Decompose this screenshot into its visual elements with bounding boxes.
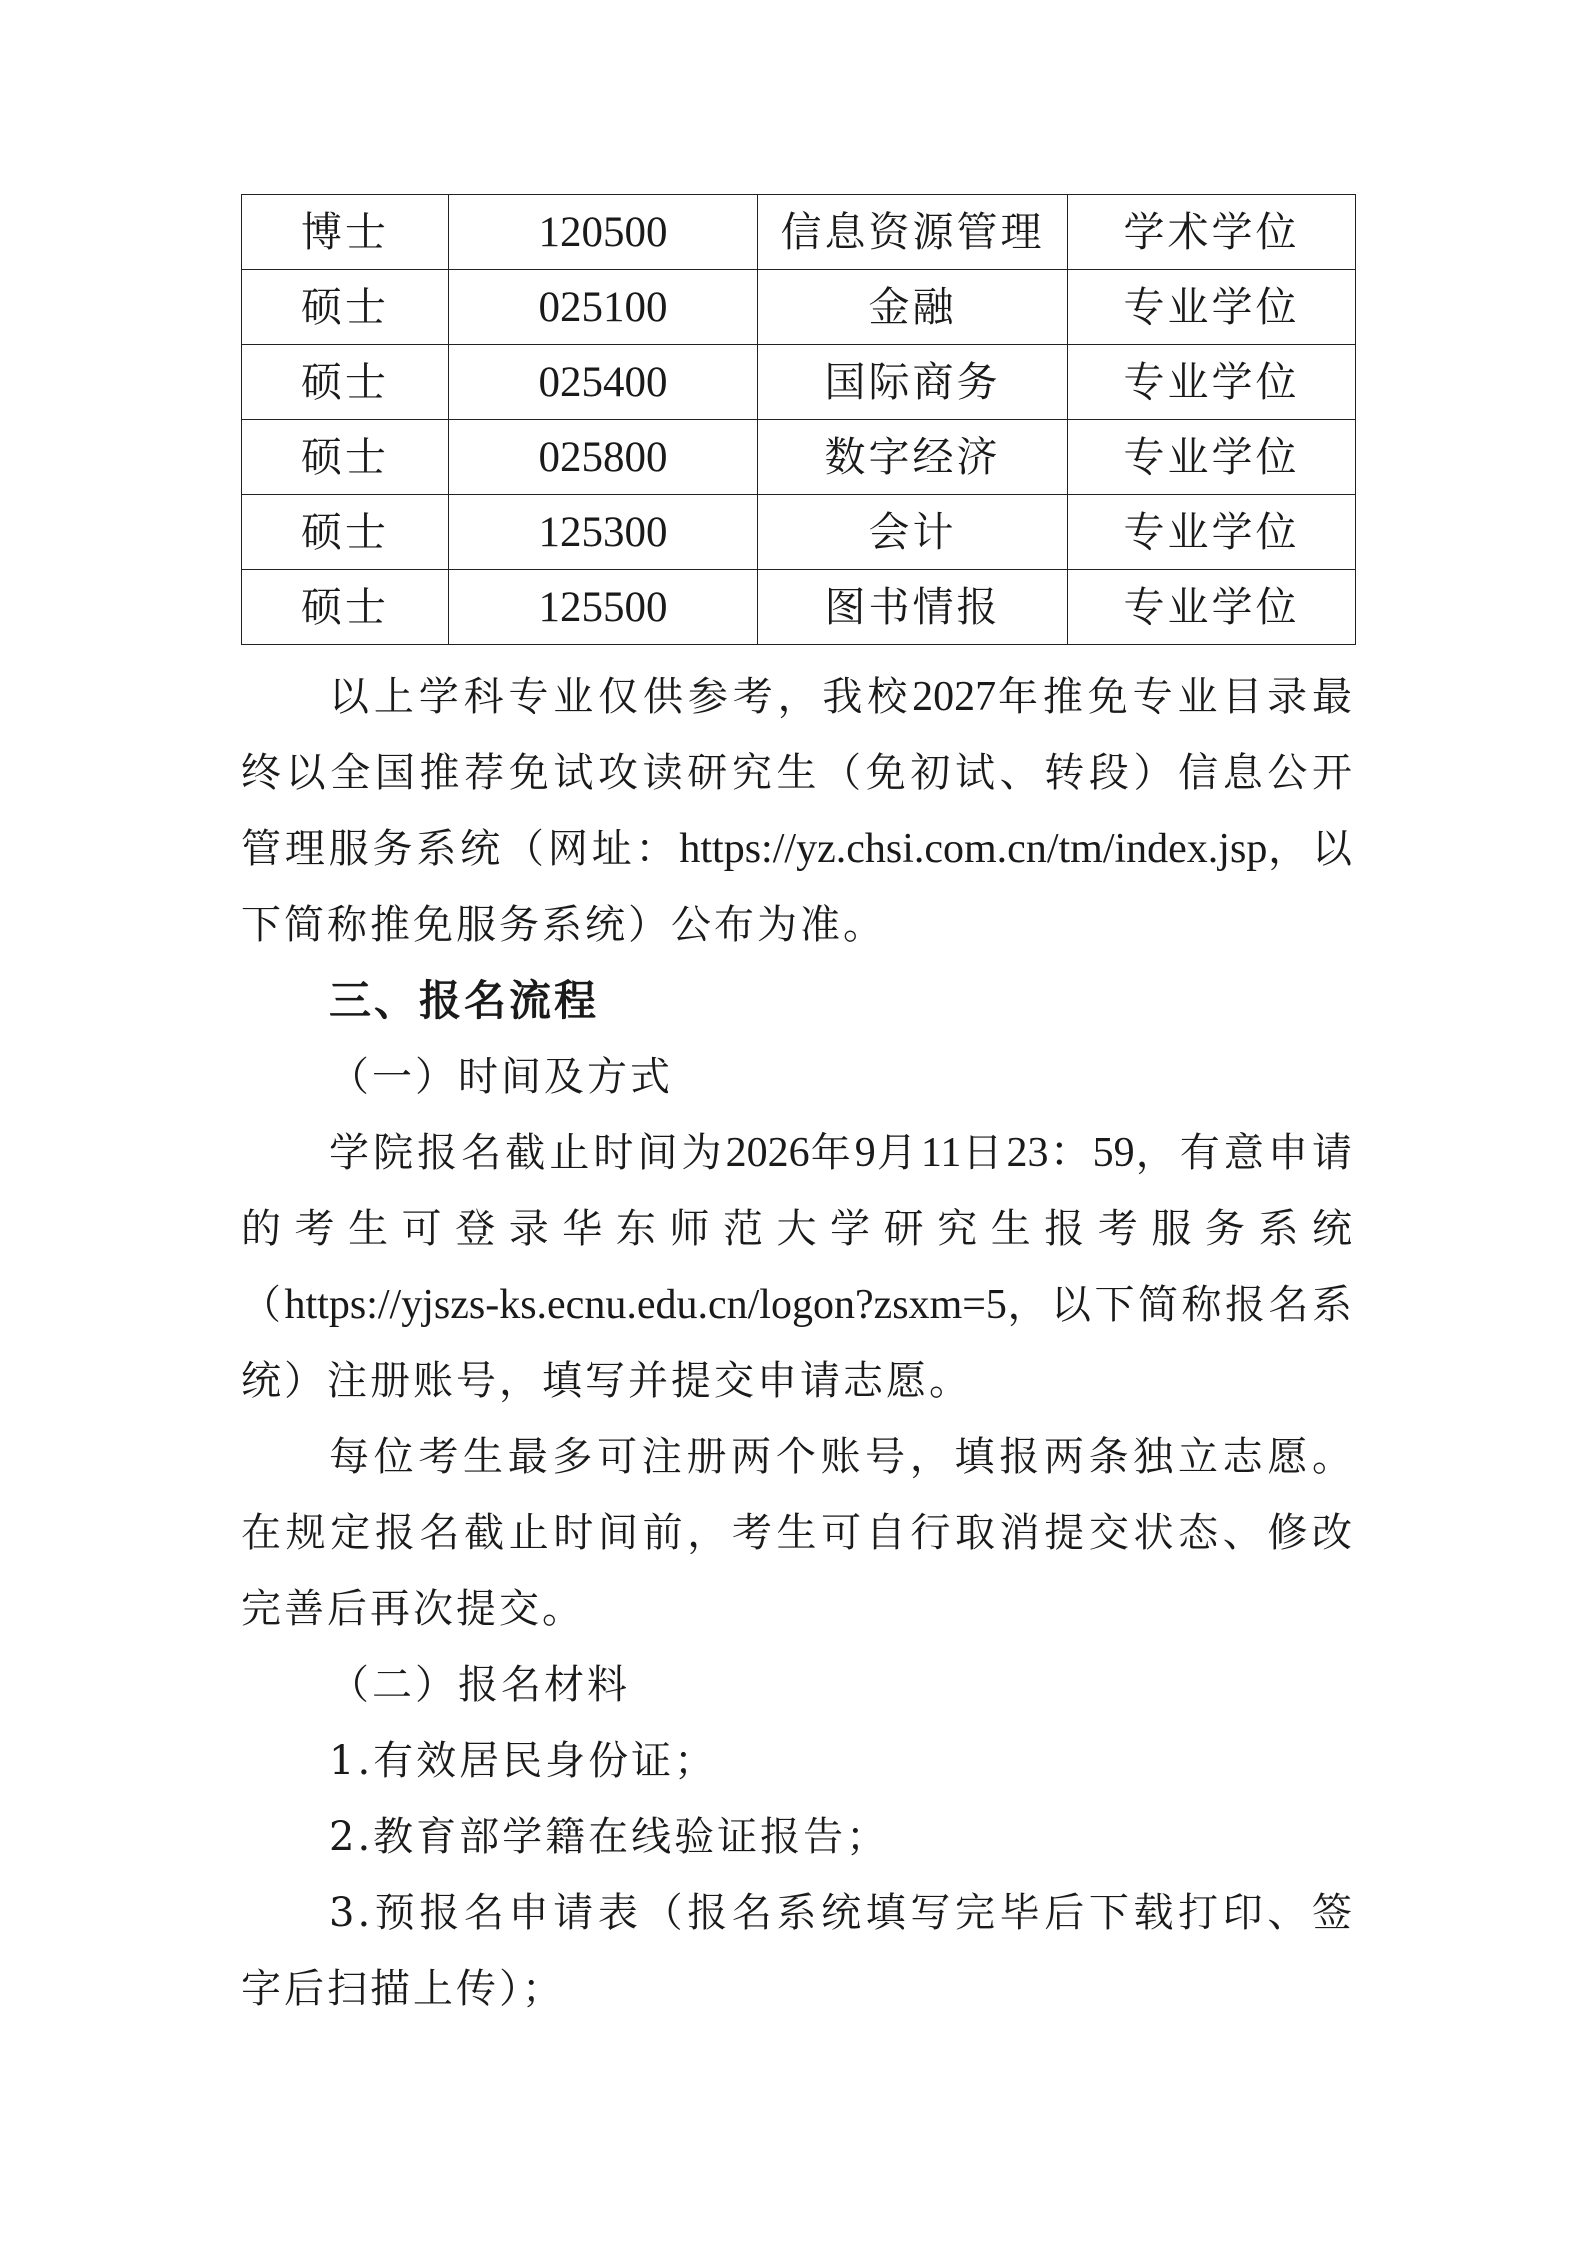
- deadline-text-5: ，有意申请的考生可登录华东师范大学研究生报考服务系统（: [241, 1130, 1356, 1328]
- accounts-paragraph: 每位考生最多可注册两个账号，填报两条独立志愿。在规定报名截止时间前，考生可自行取消提交状态、修改完善后再次提交。: [241, 1434, 1355, 1632]
- degree-level-cell: 硕士: [242, 345, 449, 420]
- major-name-cell: 信息资源管理: [758, 195, 1068, 270]
- note-paragraph: [241, 659, 1355, 963]
- degree-level-cell: 博士: [242, 195, 449, 270]
- degree-type-cell: 专业学位: [1068, 270, 1356, 345]
- majors-table-body: [242, 195, 1356, 645]
- deadline-time: 23：59: [1006, 1130, 1135, 1176]
- major-code-cell: 125500: [449, 570, 758, 645]
- deadline-paragraph: [241, 1115, 1355, 1419]
- deadline-day: 11: [920, 1130, 962, 1176]
- degree-level-cell: 硕士: [242, 570, 449, 645]
- degree-type-cell: 专业学位: [1068, 420, 1356, 495]
- major-name-cell: 会计: [758, 495, 1068, 570]
- major-code-cell: 025400: [449, 345, 758, 420]
- subsection-1-heading: （一）时间及方式: [329, 1054, 673, 1100]
- deadline-text-6: ，以下简称报名系统）注册账号，填写并提交申请志愿。: [241, 1282, 1356, 1404]
- chsi-url-link[interactable]: https://yz.chsi.com.cn/tm/index.jsp: [679, 826, 1268, 872]
- deadline-text-4: 日: [961, 1130, 1007, 1176]
- degree-type-cell: 学术学位: [1068, 195, 1356, 270]
- deadline-text-2: 年: [809, 1130, 855, 1176]
- deadline-year: 2026: [725, 1130, 810, 1176]
- material-item-1: 1.有效居民身份证；: [329, 1738, 718, 1784]
- deadline-text-1: 学院报名截止时间为: [329, 1130, 726, 1176]
- major-name-cell: 金融: [758, 270, 1068, 345]
- note-text-1: 以上学科专业仅供参考，我校: [329, 674, 913, 720]
- note-text-3: ，以下简称推免服务系统）公布为准。: [241, 826, 1356, 948]
- table-row: [242, 420, 1356, 495]
- table-row: [242, 345, 1356, 420]
- degree-level-cell: 硕士: [242, 495, 449, 570]
- major-name-cell: 数字经济: [758, 420, 1068, 495]
- degree-type-cell: 专业学位: [1068, 570, 1356, 645]
- major-code-cell: 025100: [449, 270, 758, 345]
- section-3-heading: 三、报名流程: [329, 976, 600, 1025]
- degree-level-cell: 硕士: [242, 270, 449, 345]
- major-code-cell: 025800: [449, 420, 758, 495]
- table-row: [242, 195, 1356, 270]
- table-row: [242, 495, 1356, 570]
- material-item-3: 3.预报名申请表（报名系统填写完毕后下载打印、签字后扫描上传）；: [241, 1890, 1355, 2012]
- ecnu-url-link[interactable]: https://yjszs-ks.ecnu.edu.cn/logon?zsxm=5: [284, 1282, 1007, 1328]
- deadline-text-3: 月: [875, 1130, 921, 1176]
- material-item-2: 2.教育部学籍在线验证报告；: [329, 1814, 890, 1860]
- deadline-month: 9: [854, 1130, 876, 1176]
- table-row: [242, 570, 1356, 645]
- note-text-2: 年推免专业目录最终以全国推荐免试攻读研究生（免初试、转段）信息公开管理服务系统（网址：: [241, 674, 1356, 872]
- major-code-cell: 120500: [449, 195, 758, 270]
- document-body: [241, 659, 1355, 2027]
- subsection-2-heading: （二）报名材料: [329, 1662, 630, 1708]
- catalog-year: 2027: [912, 674, 997, 720]
- majors-table: [241, 194, 1356, 645]
- table-row: [242, 270, 1356, 345]
- major-name-cell: 图书情报: [758, 570, 1068, 645]
- major-name-cell: 国际商务: [758, 345, 1068, 420]
- degree-type-cell: 专业学位: [1068, 345, 1356, 420]
- degree-type-cell: 专业学位: [1068, 495, 1356, 570]
- major-code-cell: 125300: [449, 495, 758, 570]
- degree-level-cell: 硕士: [242, 420, 449, 495]
